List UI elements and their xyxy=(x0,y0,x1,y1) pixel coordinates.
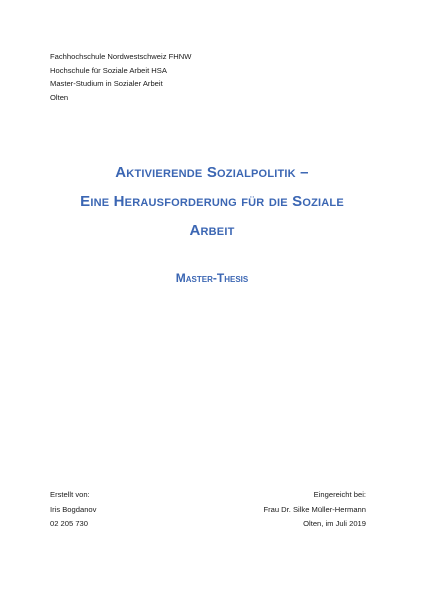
institution-line-university: Fachhochschule Nordwestschweiz FHNW xyxy=(50,52,192,61)
advisor-name: Frau Dr. Silke Müller-Hermann xyxy=(263,504,366,514)
thesis-type: Master-Thesis xyxy=(175,271,249,285)
institution-line-city: Olten xyxy=(50,92,69,102)
place-date: Olten, im Juli 2019 xyxy=(303,519,366,528)
author-id: 02 205 730 xyxy=(50,519,89,528)
author-label: Erstellt von: xyxy=(50,490,90,499)
institution-block xyxy=(50,50,191,104)
author-name: Iris Bogdanov xyxy=(50,504,97,514)
title-line-2: Eine Herausforderung für die Soziale xyxy=(80,193,344,210)
thesis-title xyxy=(40,158,384,245)
submission-block xyxy=(263,488,366,532)
institution-line-program: Master-Studium in Sozialer Arbeit xyxy=(50,79,163,88)
institution-line-school: Hochschule für Soziale Arbeit HSA xyxy=(50,65,167,75)
author-block xyxy=(50,488,96,532)
title-line-1: Aktivierende Sozialpolitik – xyxy=(115,164,309,181)
title-line-3: Arbeit xyxy=(189,222,235,239)
submission-label: Eingereicht bei: xyxy=(313,490,366,499)
